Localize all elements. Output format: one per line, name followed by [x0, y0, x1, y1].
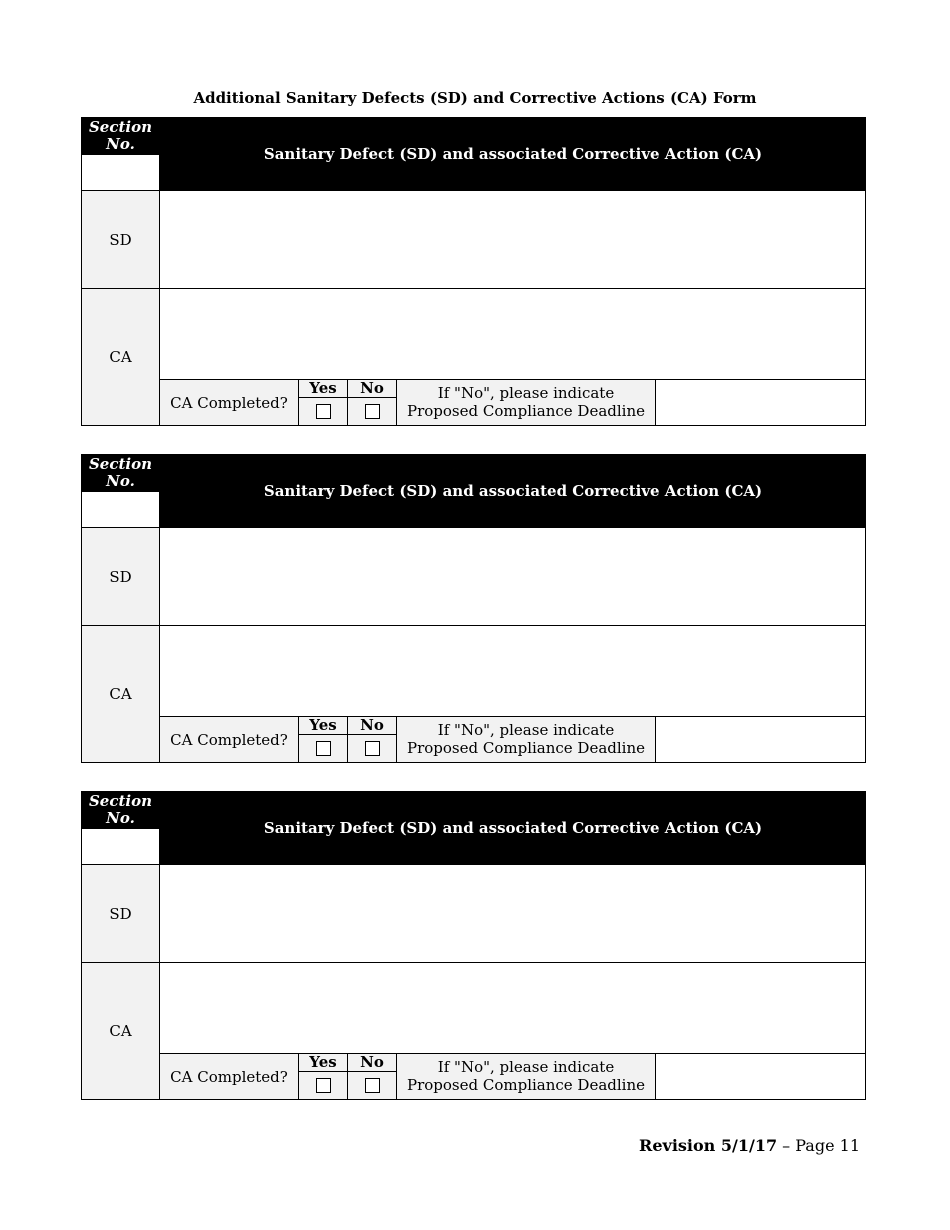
form-header-text: Sanitary Defect (SD) and associated Corrective Action (CA)	[263, 145, 763, 163]
form-title: Additional Sanitary Defects (SD) and Corrective Actions (CA) Form	[193, 89, 757, 107]
sd-label-text: SD	[109, 230, 132, 249]
yes-cell	[298, 1071, 348, 1100]
ca-label	[81, 288, 160, 426]
no-checkbox[interactable]	[365, 404, 380, 419]
deadline-label-line2: Proposed Compliance Deadline	[406, 739, 646, 757]
deadline-label	[396, 379, 656, 426]
sd-input[interactable]	[159, 191, 866, 289]
page-number: Page 11	[795, 1136, 860, 1155]
deadline-input[interactable]	[655, 379, 866, 426]
yes-header: Yes	[298, 379, 348, 398]
sd-ca-form-1	[81, 117, 866, 426]
deadline-label	[396, 716, 656, 763]
section-no-input[interactable]	[81, 492, 160, 528]
section-no-label: Section No.	[81, 117, 160, 155]
ca-label	[81, 625, 160, 763]
no-checkbox[interactable]	[365, 1078, 380, 1093]
ca-completed-label	[159, 716, 299, 763]
form-header	[160, 454, 866, 528]
no-header: No	[347, 379, 397, 398]
ca-completed-label-text: CA Completed?	[170, 393, 288, 412]
yes-header: Yes	[298, 716, 348, 735]
sd-label-text: SD	[109, 567, 132, 586]
ca-label	[81, 962, 160, 1100]
sd-input[interactable]	[159, 865, 866, 963]
section-no-label: Section No.	[81, 454, 160, 492]
no-cell	[347, 1071, 397, 1100]
yes-cell	[298, 734, 348, 763]
sd-input[interactable]	[159, 528, 866, 626]
ca-label-text: CA	[109, 348, 132, 366]
sd-ca-form-2	[81, 454, 866, 763]
no-cell	[347, 397, 397, 426]
no-cell	[347, 734, 397, 763]
sd-label-text: SD	[109, 904, 132, 923]
ca-input[interactable]	[159, 625, 866, 717]
no-checkbox[interactable]	[365, 741, 380, 756]
deadline-input[interactable]	[655, 1053, 866, 1100]
ca-label-text: CA	[109, 1022, 132, 1040]
footer-separator: –	[777, 1136, 796, 1155]
deadline-label-line1: If "No", please indicate	[437, 1058, 615, 1076]
ca-input[interactable]	[159, 962, 866, 1054]
sd-label	[81, 865, 160, 963]
section-no-input[interactable]	[81, 829, 160, 865]
section-no-label: Section No.	[81, 791, 160, 829]
ca-completed-label-text: CA Completed?	[170, 730, 288, 749]
deadline-label-line2: Proposed Compliance Deadline	[406, 402, 646, 420]
deadline-label-line1: If "No", please indicate	[437, 721, 615, 739]
form-header-text: Sanitary Defect (SD) and associated Corrective Action (CA)	[263, 482, 763, 500]
yes-checkbox[interactable]	[316, 404, 331, 419]
sd-label	[81, 528, 160, 626]
no-header: No	[347, 716, 397, 735]
yes-header: Yes	[298, 1053, 348, 1072]
deadline-label	[396, 1053, 656, 1100]
no-header: No	[347, 1053, 397, 1072]
yes-cell	[298, 397, 348, 426]
deadline-input[interactable]	[655, 716, 866, 763]
ca-completed-label	[159, 379, 299, 426]
sd-label	[81, 191, 160, 289]
ca-completed-label	[159, 1053, 299, 1100]
form-header	[160, 791, 866, 865]
section-no-input[interactable]	[81, 155, 160, 191]
revision-text: Revision 5/1/17	[639, 1136, 778, 1155]
form-header	[160, 117, 866, 191]
deadline-label-line2: Proposed Compliance Deadline	[406, 1076, 646, 1094]
ca-label-text: CA	[109, 685, 132, 703]
deadline-label-line1: If "No", please indicate	[437, 384, 615, 402]
yes-checkbox[interactable]	[316, 741, 331, 756]
form-header-text: Sanitary Defect (SD) and associated Corrective Action (CA)	[263, 819, 763, 837]
yes-checkbox[interactable]	[316, 1078, 331, 1093]
ca-completed-label-text: CA Completed?	[170, 1067, 288, 1086]
page-footer	[639, 1136, 860, 1155]
ca-input[interactable]	[159, 288, 866, 380]
sd-ca-form-3	[81, 791, 866, 1100]
